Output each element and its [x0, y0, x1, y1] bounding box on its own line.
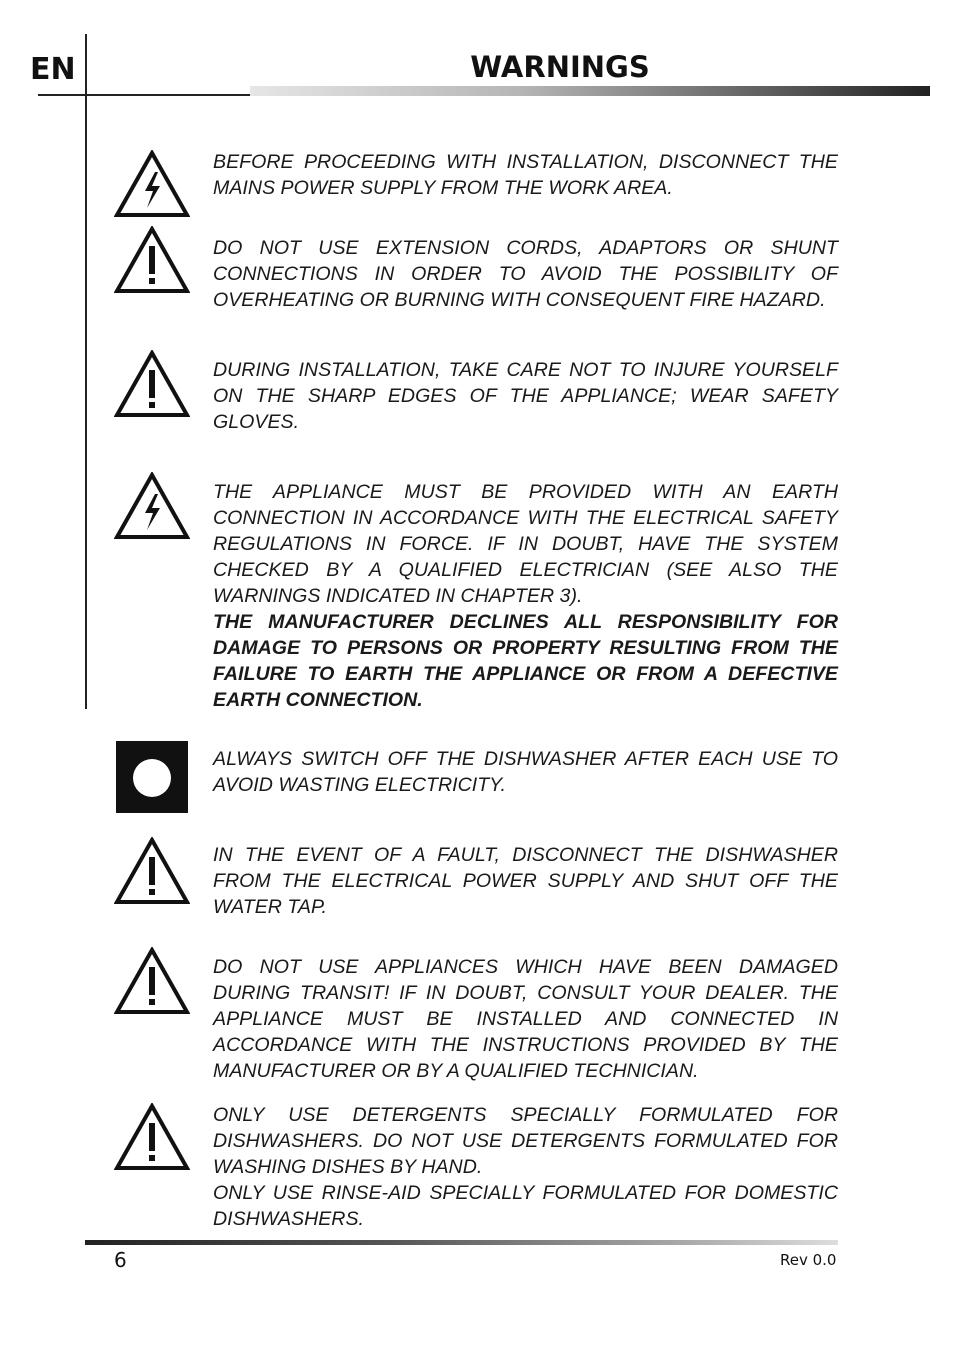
- energy-saving-icon: [116, 741, 188, 813]
- energy-saving-dot: [133, 759, 171, 797]
- warning-text: DURING INSTALLATION, TAKE CARE NOT TO INJURE YOURSELF ON THE SHARP EDGES OF THE APPLIANCE; WEAR SAFETY GLOVES.: [213, 359, 838, 433]
- warning-text: THE APPLIANCE MUST BE PROVIDED WITH AN EARTH CONNECTION IN ACCORDANCE WITH THE ELECTRICAL SAFETY REGULATIONS IN FORCE. IF IN DOUBT, HAVE THE SYSTEM CHECKED BY A QUALIFIED ELECTRICIAN (SEE ALSO THE WARNINGS INDICATED IN CHAPTER 3).: [213, 481, 838, 607]
- electric-hazard-icon: [114, 472, 190, 540]
- warning-bold-text: THE MANUFACTURER DECLINES ALL RESPONSIBILITY FOR DAMAGE TO PERSONS OR PROPERTY RESULTING FROM THE FAILURE TO EARTH THE APPLIANCE OR FROM A DEFECTIVE EARTH CONNECTION.: [213, 611, 838, 711]
- margin-rule-vertical: [85, 34, 87, 709]
- language-label: EN: [30, 52, 76, 87]
- warning-text: ALWAYS SWITCH OFF THE DISHWASHER AFTER EACH USE TO AVOID WASTING ELECTRICITY.: [213, 748, 838, 796]
- revision-label: Rev 0.0: [780, 1251, 837, 1269]
- title-gradient-bar: [250, 86, 930, 96]
- warning-exclamation-icon: [114, 947, 190, 1015]
- warning-text: ONLY USE DETERGENTS SPECIALLY FORMULATED FOR DISHWASHERS. DO NOT USE DETERGENTS FORMULATED FOR WASHING DISHES BY HAND.: [213, 1104, 838, 1178]
- footer-gradient-bar: [85, 1240, 838, 1245]
- warning-block: [213, 1102, 838, 1232]
- page-number: 6: [114, 1248, 127, 1272]
- warning-exclamation-icon: [114, 837, 190, 905]
- warning-text: BEFORE PROCEEDING WITH INSTALLATION, DISCONNECT THE MAINS POWER SUPPLY FROM THE WORK AREA.: [213, 151, 838, 199]
- warning-text: DO NOT USE EXTENSION CORDS, ADAPTORS OR SHUNT CONNECTIONS IN ORDER TO AVOID THE POSSIBILITY OF OVERHEATING OR BURNING WITH CONSEQUENT FIRE HAZARD.: [213, 237, 838, 311]
- warning-block: [213, 479, 838, 713]
- header-rule: [38, 94, 250, 96]
- page-title: WARNINGS: [470, 50, 650, 84]
- warning-exclamation-icon: [114, 226, 190, 294]
- warning-exclamation-icon: [114, 350, 190, 418]
- warning-text: DO NOT USE APPLIANCES WHICH HAVE BEEN DAMAGED DURING TRANSIT! IF IN DOUBT, CONSULT YOUR DEALER. THE APPLIANCE MUST BE INSTALLED AND CONNECTED IN ACCORDANCE WITH THE INSTRUCTIONS PROVIDED BY THE MANUFACTURER OR BY A QUALIFIED TECHNICIAN.: [213, 956, 838, 1082]
- warning-exclamation-icon: [114, 1103, 190, 1171]
- electric-hazard-icon: [114, 150, 190, 218]
- warning-text: IN THE EVENT OF A FAULT, DISCONNECT THE DISHWASHER FROM THE ELECTRICAL POWER SUPPLY AND SHUT OFF THE WATER TAP.: [213, 844, 838, 918]
- warning-text-2: ONLY USE RINSE-AID SPECIALLY FORMULATED FOR DOMESTIC DISHWASHERS.: [213, 1182, 838, 1230]
